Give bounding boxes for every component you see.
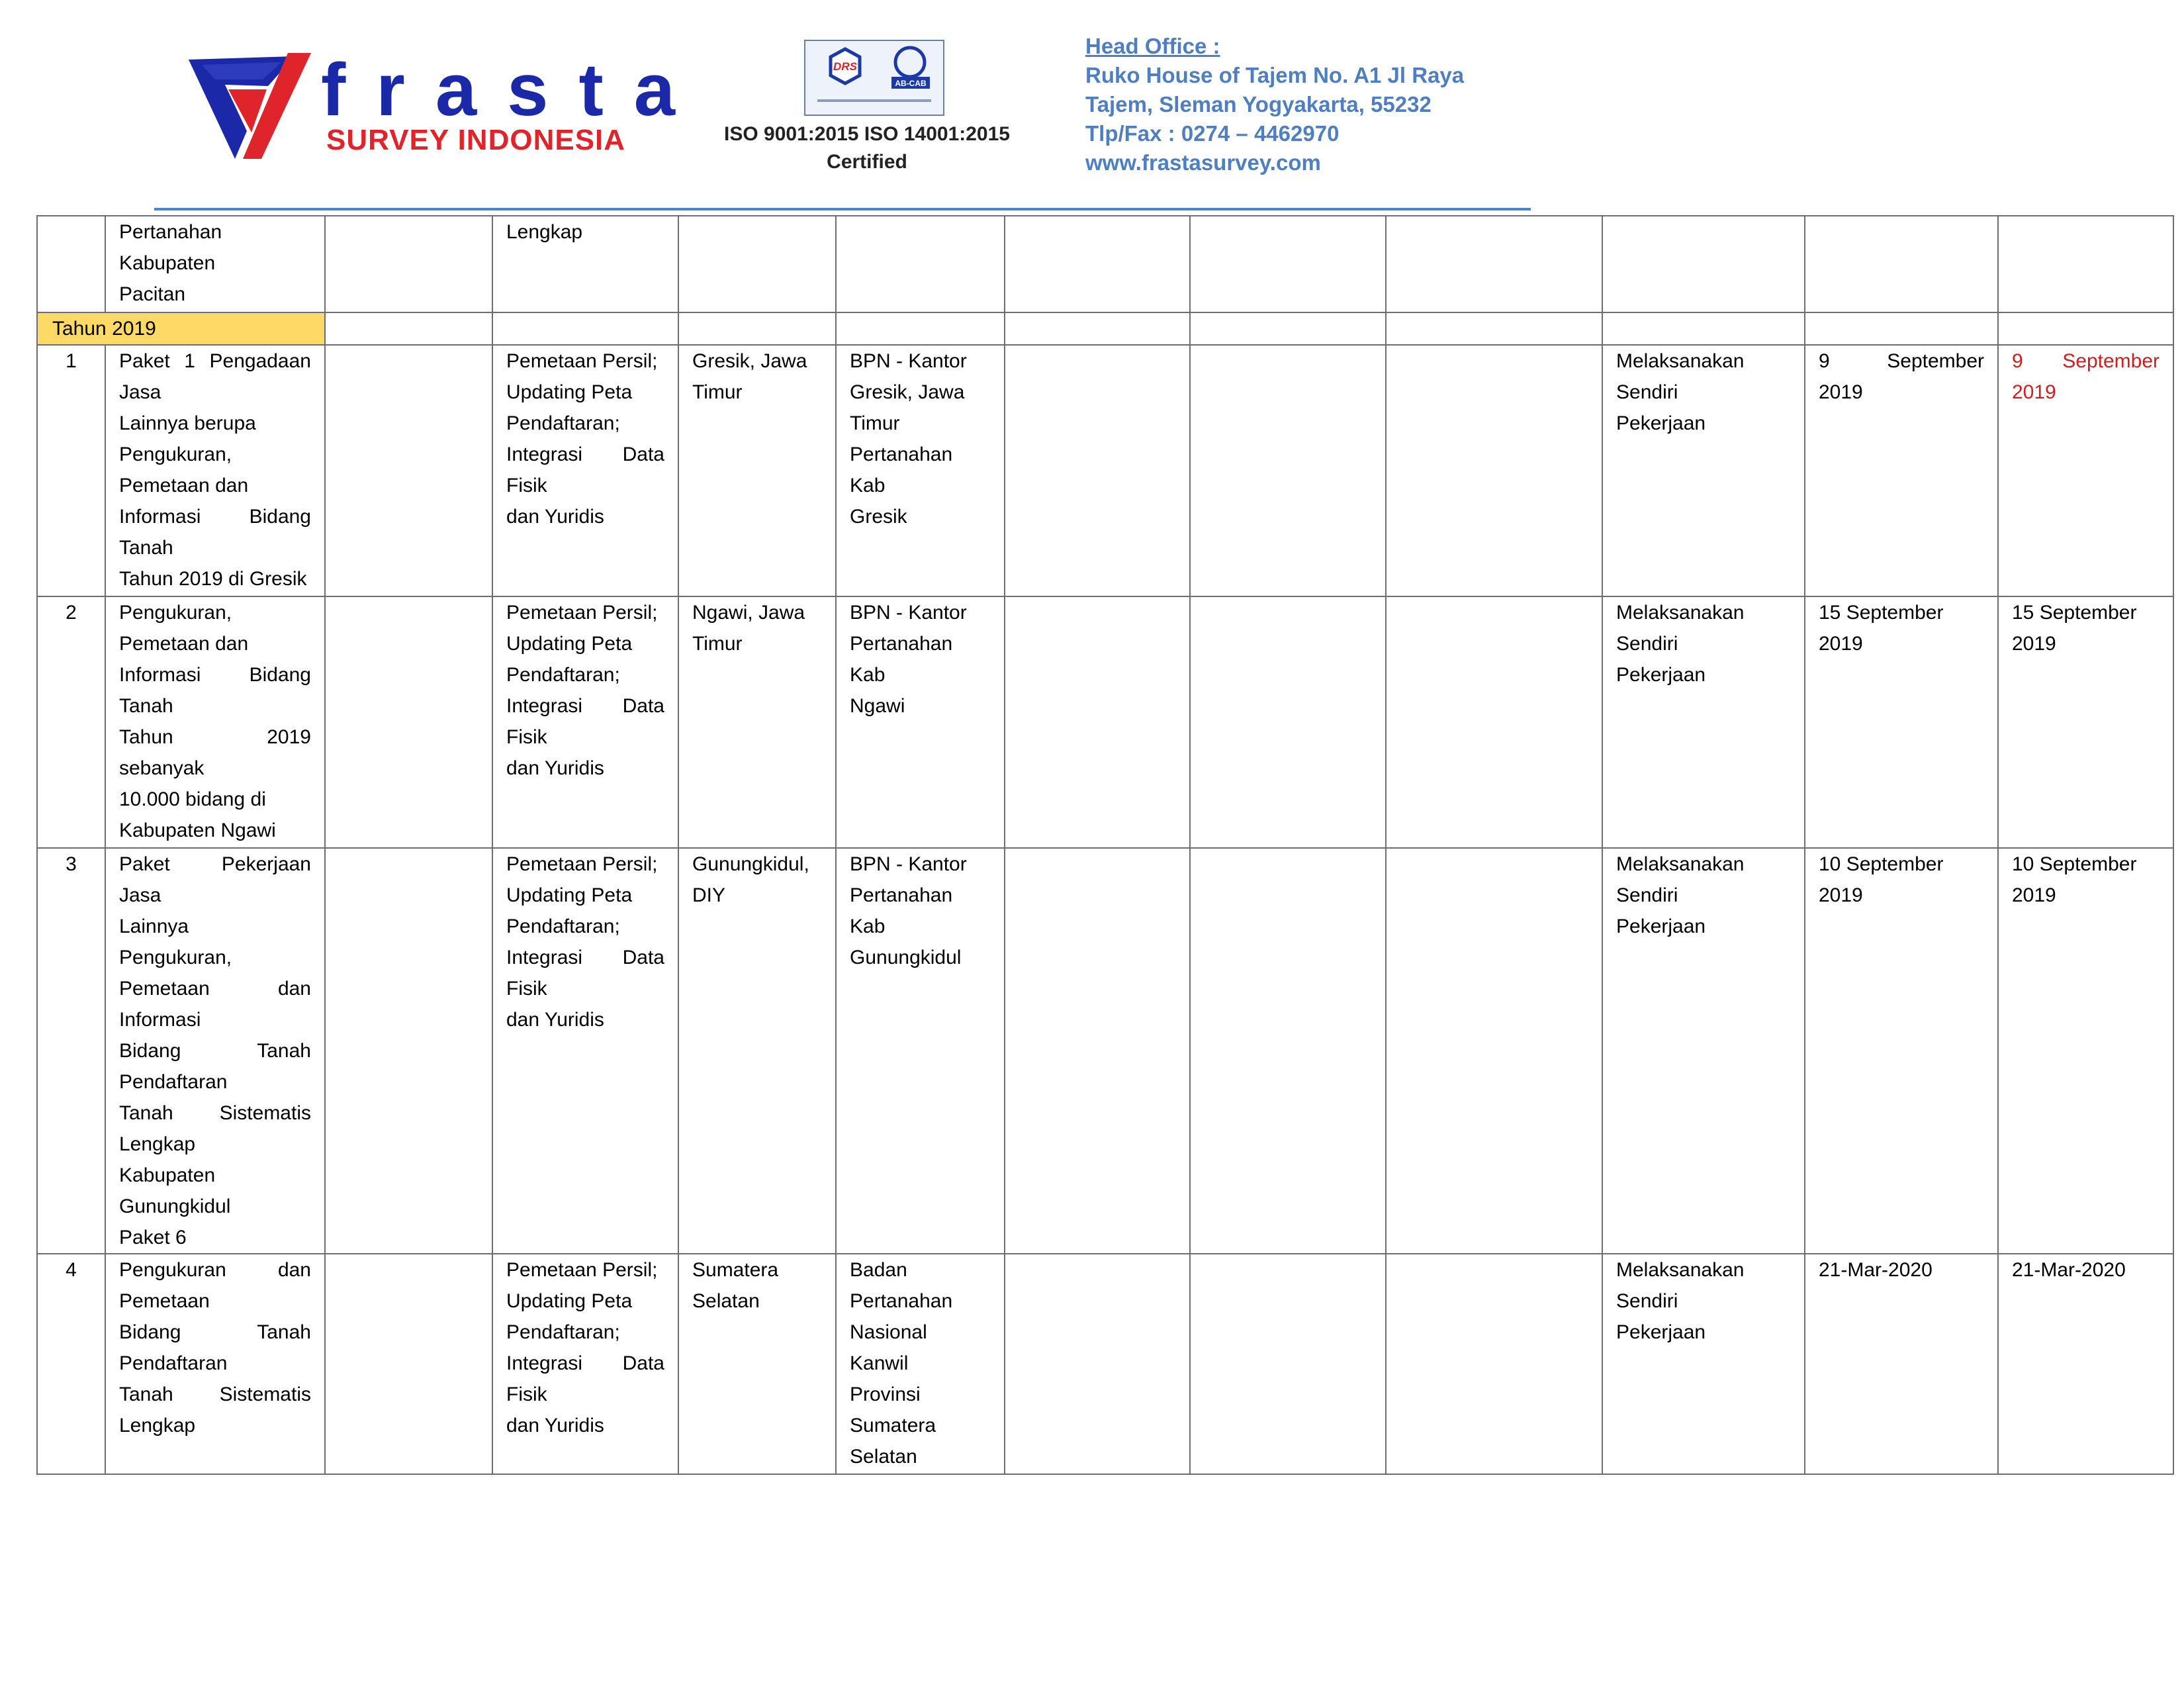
table-cell [1190,312,1386,345]
cell-text-line: 15 September [2012,602,2137,624]
cell-text-line: 15 September [1819,602,1944,624]
cell-text-line: Pengukuran, [119,602,232,624]
table-cell [836,312,1005,345]
cell-text-line: 2019 [1819,381,1863,403]
client [836,1254,1005,1474]
cell-text-line [119,1254,311,1286]
cell-text-line: Integrasi [506,1352,583,1374]
cell-text-line: Tahun [119,726,173,748]
scope-of-work [492,596,678,848]
table-cell [1005,216,1190,312]
cell-text-line: Integrasi [506,695,583,717]
cell-text-line: Informasi [119,506,201,528]
cell-text-line: Ngawi, Jawa [692,602,805,624]
table-cell [1602,216,1805,312]
table-row [37,345,2173,596]
cell-text-line: Bidang [249,664,311,686]
cell-text-line: Pekerjaan [1616,915,1706,937]
cell-text-line: Kabupaten Ngawi [119,820,276,841]
cell-text-line: Updating Peta [506,1290,633,1312]
table-cell [678,216,836,312]
row-number: 4 [37,1254,105,1474]
project-name [105,1254,325,1474]
cell-text-line [119,1035,311,1066]
cell-text-line: Data [622,947,664,968]
cell-text-line: BPN - Kantor [850,602,967,624]
location [678,345,836,596]
table-cell [1005,1254,1190,1474]
cell-text-line: dan Yuridis [506,757,604,779]
cell-text-line: Lengkap [119,1415,196,1436]
location [678,848,836,1254]
cell-text-line: Tanah [119,695,173,717]
table-cell [1998,216,2173,312]
cell-text-line: 9 [1819,350,1830,372]
cell-text-line [119,722,311,753]
cell-text-line [119,1317,311,1348]
table-cell [1005,345,1190,596]
cell-text-line: dan Yuridis [506,1415,604,1436]
start-date [1805,1254,1998,1474]
cell-text-line: dan Yuridis [506,1009,604,1031]
cell-text-line: September [1887,350,1984,372]
cell-text-line: Pertanahan [119,221,222,243]
cell-text-line: Pemetaan [119,978,210,1000]
cell-text-line: Pertanahan [850,444,953,465]
cell-text-line: Kab [850,475,886,496]
cell-text-line: Fisik [506,475,547,496]
cell-text-line [119,1379,311,1410]
cell-text-line: Tanah [119,537,173,559]
year-label: Tahun 2019 [37,312,325,345]
location [678,596,836,848]
table-cell [325,312,492,345]
project-name [105,596,325,848]
cell-text-line: Jasa [119,884,161,906]
cell-text-line: Updating Peta [506,381,633,403]
cell-text-line: Sendiri [1616,1290,1678,1312]
cell-text-line: Paket [119,853,170,875]
cell-text-line: Bidang [119,1321,181,1343]
cell-text-line: Gunungkidul [119,1196,231,1217]
table-row [37,848,2173,1254]
cell-text-line: Jasa [119,381,161,403]
cell-text-line: Pengukuran, [119,947,232,968]
table-row [37,1254,2173,1474]
cell-text-line: Nasional [850,1321,927,1343]
cell-text-line: Pengadaan [209,350,311,372]
cell-text-line: Pemetaan Persil; [506,350,658,372]
start-date [1805,596,1998,848]
table-cell [1386,1254,1602,1474]
cell-text-line: Lainnya [119,915,189,937]
cell-text-line: Kab [850,915,886,937]
cell-text-line: Data [622,695,664,717]
cell-text-line: Integrasi [506,444,583,465]
cell-text-line: Pendaftaran [119,1071,228,1093]
table-cell [1190,345,1386,596]
table-cell [1190,848,1386,1254]
start-date [1805,345,1998,596]
cell-text-line: BPN - Kantor [850,350,967,372]
cell-text-line: Sendiri [1616,884,1678,906]
cell-text-line: Bidang [249,506,311,528]
end-date [1998,848,2173,1254]
scope-of-work [492,848,678,1254]
table-row [37,596,2173,848]
cell-text-line: DIY [692,884,726,906]
scope-of-work [492,1254,678,1474]
svg-text:AB-CAB: AB-CAB [895,79,927,88]
cell-text-line: September [2062,350,2160,372]
cell-text-line: Pengukuran, [119,444,232,465]
table-cell [492,312,678,345]
cell-text-line: Paket [119,350,170,372]
year-row [37,312,2173,345]
frasta-logo-icon [189,53,311,162]
cell-text-line: Tahun 2019 di Gresik [119,568,307,590]
cell-text-line: Gresik, Jawa [850,381,965,403]
head-office-address [1085,32,1549,177]
cell-text-line: 2019 [267,726,311,748]
office-address-line-1: Ruko House of Tajem No. A1 Jl Raya [1085,63,1465,87]
end-date [1998,345,2173,596]
cell-text-line: Kabupaten [119,1164,216,1186]
office-title: Head Office : [1085,34,1220,58]
table-cell [1005,312,1190,345]
table-cell [1386,216,1602,312]
cell-text-line: dan [277,1259,311,1281]
cell-text-line [119,973,311,1004]
cell-text-line: 2019 [1819,633,1863,655]
start-date [1805,848,1998,1254]
cell-text-line: Badan [850,1259,907,1281]
cell-text-line: Provinsi [850,1383,921,1405]
table-cell [105,216,325,312]
cell-text-line: Bidang [119,1040,181,1062]
cell-text-line: Updating Peta [506,884,633,906]
table-cell [1805,312,1998,345]
cell-text-line: Selatan [850,1446,917,1468]
svg-text:DRS: DRS [833,60,857,73]
table-cell [325,848,492,1254]
table-cell [1386,312,1602,345]
cell-text-line: Integrasi [506,947,583,968]
cell-text-line: Pengukuran [119,1259,226,1281]
cell-text-line: Timur [692,633,743,655]
cell-text-line: Pekerjaan [221,853,311,875]
table-cell [836,216,1005,312]
table-cell [1602,312,1805,345]
cell-text-line: Lengkap [119,1133,196,1155]
cell-text-line: Gunungkidul [850,947,962,968]
cell-text-line: Lainnya berupa [119,412,256,434]
cell-text-line: Melaksanakan [1616,602,1745,624]
cell-text-line: Tanah [119,1383,173,1405]
cell-text-line: Gresik, Jawa [692,350,807,372]
cell-text-line: 21-Mar-2020 [1819,1259,1933,1281]
scope-text: Lengkap [506,221,583,243]
table-cell [678,312,836,345]
cell-text-line: Pekerjaan [1616,1321,1706,1343]
cell-text-line: 2019 [2012,633,2056,655]
cell-text-line: Pendaftaran; [506,412,620,434]
cell-text-line: Tanah [119,1102,173,1124]
cell-text-line: Selatan [692,1290,760,1312]
cell-text-line: Sistematis [219,1383,311,1405]
cell-text-line: Sendiri [1616,633,1678,655]
cell-text-line: Pendaftaran; [506,915,620,937]
scope-of-work [492,345,678,596]
cell-text-line: Pertanahan [850,1290,953,1312]
certified-label: Certified [827,151,907,173]
cell-text-line: Melaksanakan [1616,1259,1745,1281]
table-cell [1386,596,1602,848]
table-cell [1190,1254,1386,1474]
cell-text-line: 9 [2012,350,2023,372]
cell-text-line: Pekerjaan [1616,664,1706,686]
cell-text-line: Pemetaan [119,1290,210,1312]
project-name [105,345,325,596]
cell-text-line: Data [622,444,664,465]
cell-text-line: Tanah [257,1040,311,1062]
cell-text-line: Melaksanakan [1616,853,1745,875]
cell-text-line: Sumatera [850,1415,936,1436]
cell-text-line [119,346,311,377]
cell-text-line: Timur [850,412,900,434]
cell-text-line [506,1348,664,1379]
cell-text-line: Gresik [850,506,907,528]
table-cell [325,596,492,848]
office-address-line-2: Tajem, Sleman Yogyakarta, 55232 [1085,92,1432,117]
client [836,848,1005,1254]
end-date [1998,1254,2173,1474]
table-cell [1005,596,1190,848]
cell-text-line: Kanwil [850,1352,909,1374]
cell-text-line [506,439,664,470]
experience-table [36,215,2174,1475]
cell-text-line: Pemetaan dan [119,475,249,496]
cell-text-line: Kabupaten [119,252,216,274]
cell-text-line: Pekerjaan [1616,412,1706,434]
execution-method [1602,848,1805,1254]
cell-text-line: Pendaftaran [119,1352,228,1374]
cell-text-line [2012,346,2160,377]
cell-text-line: Pendaftaran; [506,664,620,686]
table-cell [325,216,492,312]
cell-text-line: Pendaftaran; [506,1321,620,1343]
brand-subtitle: SURVEY INDONESIA [326,124,626,156]
cell-text-line: 21-Mar-2020 [2012,1259,2126,1281]
table-cell [325,1254,492,1474]
cell-text-line: Pemetaan Persil; [506,602,658,624]
cell-text-line: Kab [850,664,886,686]
execution-method [1602,1254,1805,1474]
cell-text-line: Informasi [119,664,201,686]
certification-badge-icon [804,40,944,116]
table-cell [1190,596,1386,848]
table-cell [1998,312,2173,345]
table-cell [37,216,105,312]
cell-text-line: Pacitan [119,283,186,305]
cell-text-line: Sumatera [692,1259,779,1281]
iso-certification [708,40,1026,179]
iso-standards: ISO 9001:2015 ISO 14001:2015 [724,123,1010,145]
cell-text-line: Sendiri [1616,381,1678,403]
cell-text-line: Gunungkidul, [692,853,809,875]
cell-text-line: 2019 [2012,884,2056,906]
cell-text-line: 10 September [1819,853,1944,875]
cell-text-line: Data [622,1352,664,1374]
project-name [105,848,325,1254]
end-date [1998,596,2173,848]
company-logo [189,48,706,165]
cell-text-line: Tanah [257,1321,311,1343]
row-number: 2 [37,596,105,848]
execution-method [1602,345,1805,596]
cell-text-line: Pemetaan Persil; [506,1259,658,1281]
table-cell [1386,345,1602,596]
cell-text-line: dan [277,978,311,1000]
cell-text-line: Melaksanakan [1616,350,1745,372]
cell-text-line: sebanyak [119,757,205,779]
cell-text-line: Pemetaan Persil; [506,853,658,875]
table-cell [1805,216,1998,312]
table-cell [325,345,492,596]
cell-text-line [119,501,311,532]
cell-text-line: Pemetaan dan [119,633,249,655]
cell-text-line: 2019 [1819,884,1863,906]
table-cell [1190,216,1386,312]
cell-text-line: Fisik [506,726,547,748]
cell-text-line: Pertanahan [850,884,953,906]
row-number: 3 [37,848,105,1254]
cell-text-line: 2019 [2012,381,2056,403]
table-cell [1386,848,1602,1254]
execution-method [1602,596,1805,848]
cell-text-line: Fisik [506,978,547,1000]
cell-text-line: Ngawi [850,695,905,717]
cell-text-line [1819,346,1984,377]
cell-text-line: Pertanahan [850,633,953,655]
header-divider [154,208,1531,211]
cell-text-line: 10.000 bidang di [119,788,266,810]
cell-text-line: Paket 6 [119,1227,187,1248]
table-cell [1005,848,1190,1254]
cell-text-line [506,690,664,722]
cell-text-line: BPN - Kantor [850,853,967,875]
client [836,345,1005,596]
client [836,596,1005,848]
cell-text-line: Timur [692,381,743,403]
row-number: 1 [37,345,105,596]
cell-text-line [119,659,311,690]
location [678,1254,836,1474]
cell-text-line: Fisik [506,1383,547,1405]
cell-text-line: 1 [184,350,195,372]
brand-name: frasta [321,48,706,131]
cell-text-line: 10 September [2012,853,2137,875]
cell-text-line: Sistematis [219,1102,311,1124]
office-phone: Tlp/Fax : 0274 – 4462970 [1085,121,1340,146]
cell-text-line [506,942,664,973]
cell-text-line: Updating Peta [506,633,633,655]
table-row [37,216,2173,312]
table-cell [492,216,678,312]
office-website[interactable]: www.frastasurvey.com [1085,150,1321,175]
cell-text-line: dan Yuridis [506,506,604,528]
cell-text-line [119,1098,311,1129]
cell-text-line [119,849,311,880]
cell-text-line: Informasi [119,1009,201,1031]
